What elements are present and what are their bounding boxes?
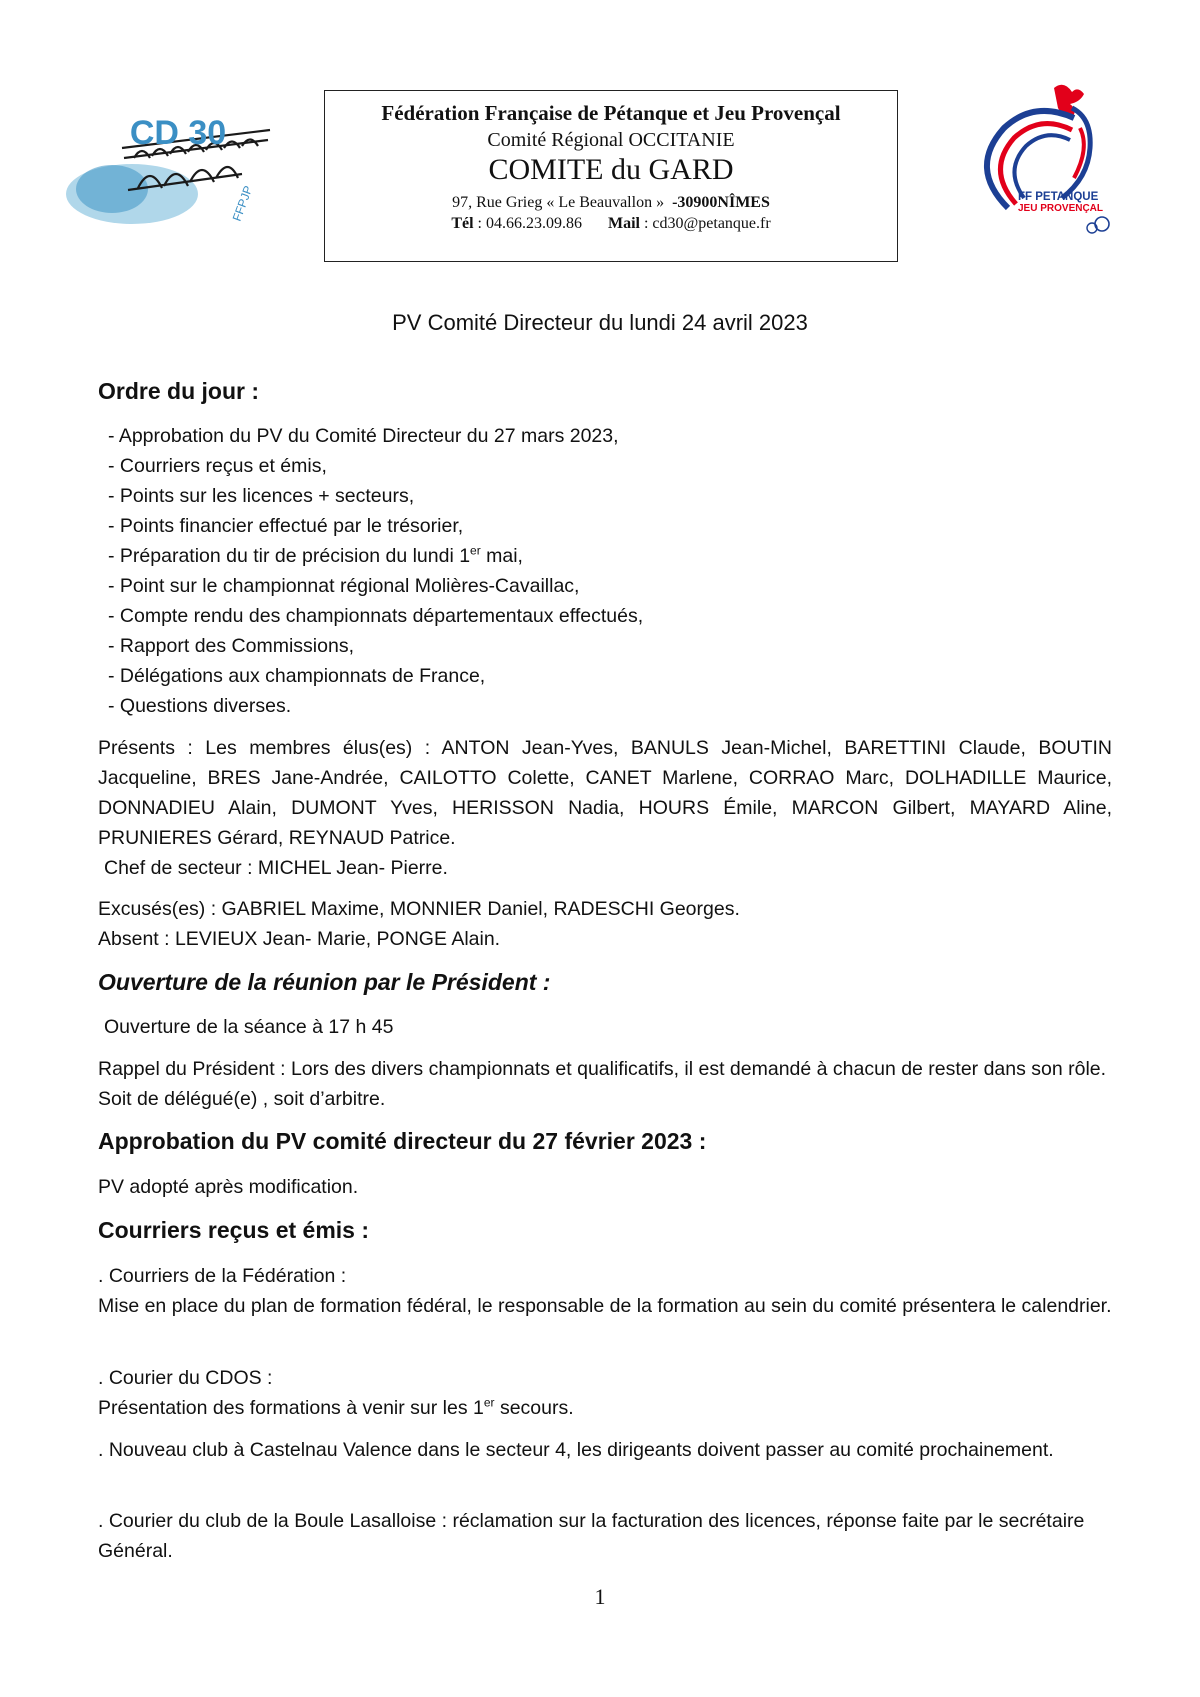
cdos-mail-title: . Courier du CDOS : — [98, 1367, 273, 1389]
cdos-mail — [98, 1363, 1112, 1423]
letterhead-box — [324, 90, 898, 262]
agenda-item: - Rapport des Commissions, — [108, 635, 354, 657]
ff-petanque-line2: JEU PROVENÇAL — [1018, 203, 1104, 214]
federation-mail-title: . Courriers de la Fédération : — [98, 1265, 347, 1287]
federation-mail-text: Mise en place du plan de formation fédéral, le responsable de la formation au sein du comité présentera le calendrier. — [98, 1295, 1112, 1317]
committee-name: COMITE du GARD — [488, 153, 734, 186]
excused-list: Excusés(es) : GABRIEL Maxime, MONNIER Daniel, RADESCHI Georges. — [98, 898, 740, 920]
postcode-city: -30900NÎMES — [672, 194, 770, 211]
absent-list: Absent : LEVIEUX Jean- Marie, PONGE Alain. — [98, 928, 501, 950]
opening-section — [98, 969, 1112, 996]
approval-body — [98, 1172, 1112, 1202]
mail-label: Mail — [607, 215, 640, 232]
agenda-heading: Ordre du jour : — [98, 378, 259, 404]
session-opening: Ouverture de la séance à 17 h 45 — [104, 1016, 394, 1038]
approval-heading: Approbation du PV comité directeur du 27 février 2023 : — [98, 1128, 707, 1154]
agenda-item: - Point sur le championnat régional Molières-Cavaillac, — [108, 575, 580, 597]
federation-name: Fédération Française de Pétanque et Jeu Provençal — [381, 101, 841, 125]
document-title: PV Comité Directeur du lundi 24 avril 2023 — [392, 310, 808, 335]
agenda-item: - Courriers reçus et émis, — [108, 455, 327, 477]
new-club-note: . Nouveau club à Castelnau Valence dans le secteur 4, les dirigeants doivent passer au comité prochainement. — [98, 1439, 1054, 1461]
agenda-item-tail: mai, — [480, 545, 523, 567]
approval-section — [98, 1128, 1112, 1155]
mail-address: : cd30@petanque.fr — [643, 215, 771, 232]
sector-chief: Chef de secteur : MICHEL Jean- Pierre. — [104, 857, 448, 879]
approval-text: PV adopté après modification. — [98, 1176, 359, 1198]
cd30-logo-text: CD 30 — [129, 114, 227, 152]
tel-label: Tél — [451, 215, 474, 232]
ordinal-suffix: er — [483, 1395, 495, 1410]
president-reminder-wrap — [98, 1054, 1112, 1114]
agenda-section — [98, 378, 1112, 405]
agenda-item: - Questions diverses. — [108, 695, 292, 717]
mail-heading: Courriers reçus et émis : — [98, 1217, 370, 1243]
opening-body — [98, 1012, 1112, 1042]
cdos-mail-text — [98, 1393, 1112, 1423]
attendance-section — [98, 733, 1112, 883]
agenda-item: - Points financier effectué par le trésorier, — [108, 515, 464, 537]
agenda-item-text: - Préparation du tir de précision du lundi 1 — [108, 545, 471, 567]
contact-line — [325, 215, 897, 233]
agenda-item: - Points sur les licences + secteurs, — [108, 485, 415, 507]
tel-number: : 04.66.23.09.86 — [477, 215, 582, 232]
present-list: Présents : Les membres élus(es) : ANTON Jean-Yves, BANULS Jean-Michel, BARETTINI Claude, BOUTIN Jacqueline, BRES Jane-Andrée, CAILOTTO Colette, CANET Marlene, CORRAO Marc, DOLHADILLE Maurice, DONNADIEU Alain, DUMONT Yves, HERISSON Nadia, HOURS Émile, MARCON Gilbert, MAYARD Aline, PRUNIERES Gérard, REYNAUD Patrice. — [98, 737, 1112, 849]
absence-section — [98, 894, 1112, 954]
agenda-item: - Délégations aux championnats de France, — [108, 665, 486, 687]
agenda-list-wrap — [98, 421, 1112, 721]
region-name: Comité Régional OCCITANIE — [487, 129, 735, 151]
ff-petanque-line1: FF PETANQUE — [1018, 191, 1099, 203]
ffpjp-logo-text: FFPJP — [229, 183, 256, 224]
ordinal-suffix: er — [470, 543, 481, 558]
lasalle-mail-wrap — [98, 1506, 1112, 1566]
lasalle-mail: . Courier du club de la Boule Lasalloise : réclamation sur la facturation des licences, réponse faite par le secrétaire Général. — [98, 1510, 1085, 1562]
ff-petanque-logo — [968, 78, 1118, 246]
cd30-logo — [62, 104, 278, 234]
address-line — [325, 194, 897, 212]
federation-mail — [98, 1261, 1112, 1321]
opening-heading: Ouverture de la réunion par le Président : — [98, 969, 551, 995]
cdos-mail-tail: secours. — [494, 1397, 574, 1419]
mail-section — [98, 1217, 1112, 1244]
cdos-mail-text-main: Présentation des formations à venir sur les 1 — [98, 1397, 484, 1419]
agenda-item: - Approbation du PV du Comité Directeur du 27 mars 2023, — [108, 425, 619, 447]
page-number: 1 — [594, 1584, 606, 1609]
new-club-note-wrap — [98, 1435, 1112, 1465]
agenda-list — [98, 421, 1112, 721]
president-reminder: Rappel du Président : Lors des divers championnats et qualificatifs, il est demandé à chacun de rester dans son rôle. Soit de délégué(e) , soit d’arbitre. — [98, 1058, 1107, 1110]
agenda-item: - Compte rendu des championnats départementaux effectués, — [108, 605, 644, 627]
street-address: 97, Rue Grieg « Le Beauvallon » — [452, 194, 665, 211]
agenda-item — [108, 541, 1112, 571]
